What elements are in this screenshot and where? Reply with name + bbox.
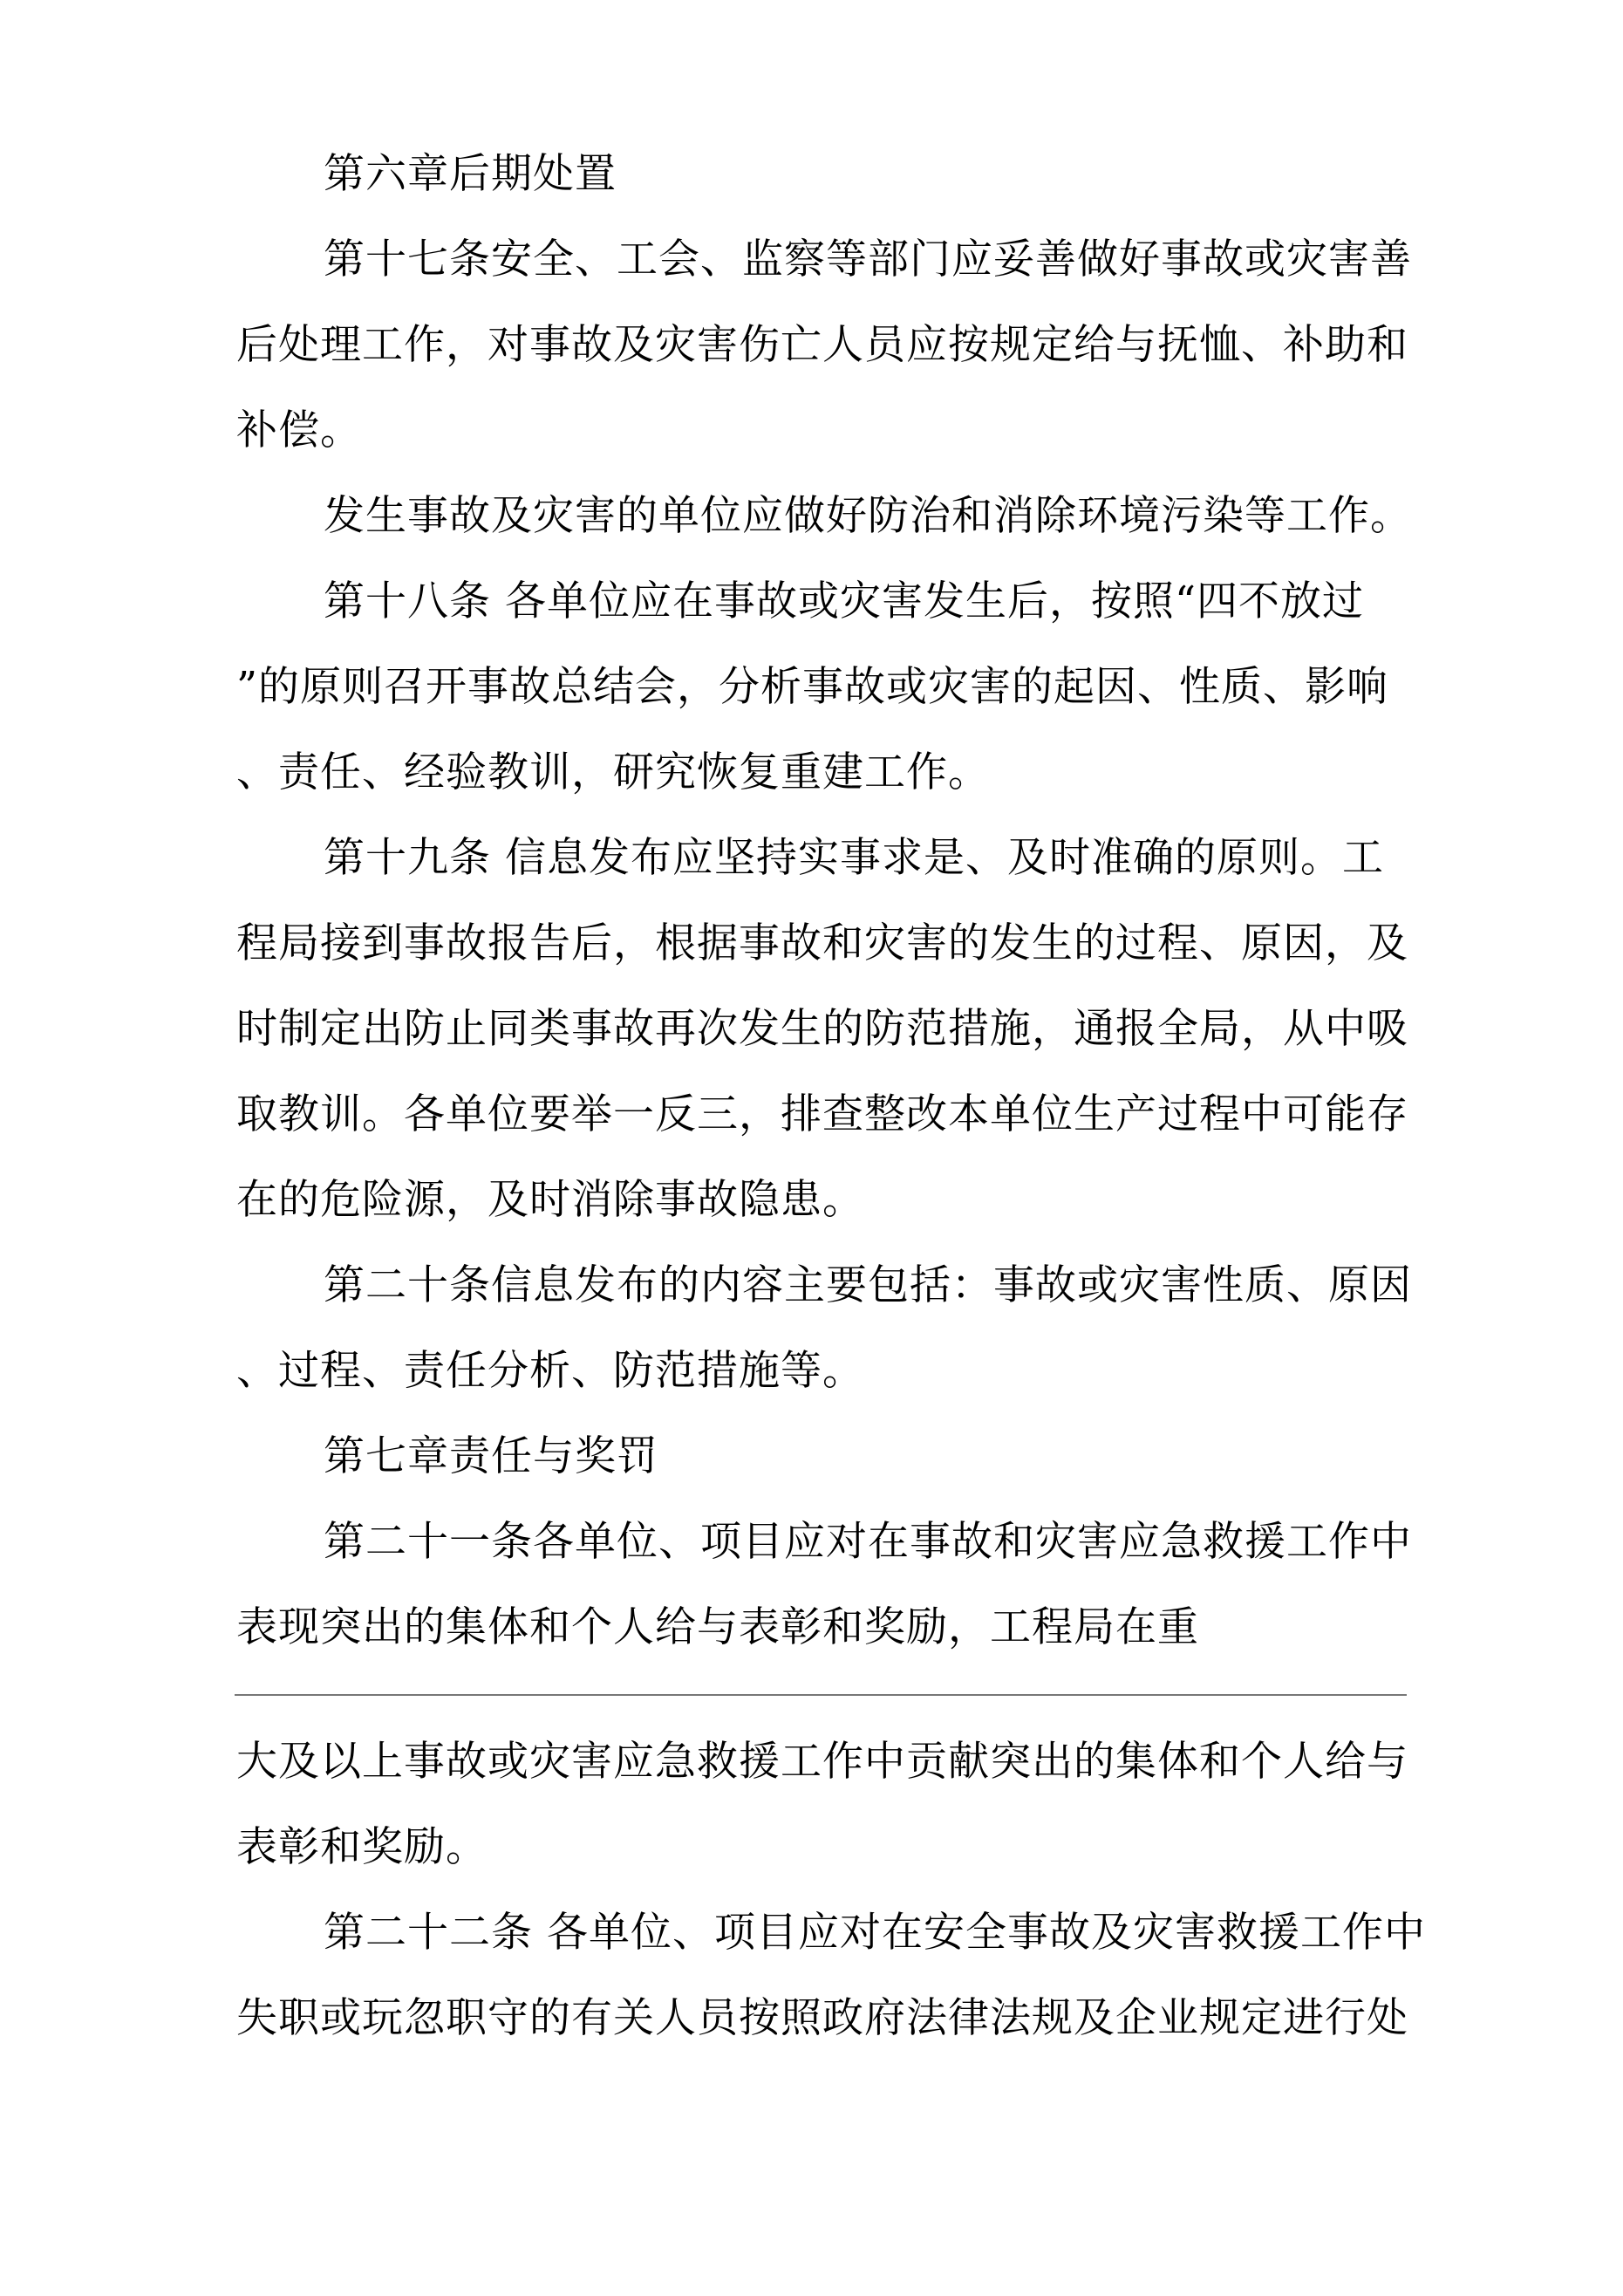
paragraph-line: 第二十一条各单位、项目应对在事故和灾害应急救援工作中: [324, 1518, 1412, 1566]
paragraph-line: 第十七条安全、工会、监察等部门应妥善做好事故或灾害善: [324, 236, 1412, 284]
paragraph-line: 第二十条信息发布的内容主要包括：事故或灾害性质、原因: [324, 1261, 1412, 1309]
paragraph-line: 失职或玩忽职守的有关人员按照政府法律法规及企业规定进行处: [236, 1994, 1408, 2042]
paragraph-line: ”的原则召开事故总结会，分析事故或灾害的起因、性质、影响: [236, 663, 1389, 711]
paragraph-line: 后处理工作，对事故及灾害伤亡人员应按规定给与抚恤、补助和: [236, 321, 1408, 369]
paragraph-line: 发生事故及灾害的单位应做好防治和消除环境污染等工作。: [324, 492, 1412, 540]
chapter-heading: 第六章后期处置: [324, 150, 617, 198]
paragraph-line: 时制定出防止同类事故再次发生的防范措施，通报全局，从中吸: [236, 1005, 1408, 1053]
paragraph-line: 表现突出的集体和个人给与表彰和奖励，工程局在重: [236, 1603, 1199, 1651]
paragraph-line: 程局接到事故报告后，根据事故和灾害的发生的过程、原因，及: [236, 919, 1408, 967]
paragraph-line: 表彰和奖励。: [236, 1823, 488, 1871]
paragraph-line: 第十八条 各单位应在事故或灾害发生后，按照“四不放过: [324, 577, 1364, 625]
paragraph-line: 在的危险源，及时消除事故隐患。: [236, 1176, 864, 1224]
paragraph-line: 、责任、经验教训，研究恢复重建工作。: [236, 748, 990, 796]
paragraph-line: 第二十二条 各单位、项目应对在安全事故及灾害救援工作中: [324, 1909, 1426, 1957]
paragraph-line: 补偿。: [236, 407, 362, 454]
page-separator-line: [235, 1694, 1407, 1696]
paragraph-line: 、过程、责任分析、防范措施等。: [236, 1347, 864, 1395]
paragraph-line: 第十九条 信息发布应坚持实事求是、及时准确的原则。工: [324, 834, 1384, 882]
chapter-heading: 第七章责任与奖罚: [324, 1432, 658, 1480]
paragraph-line: 大及以上事故或灾害应急救援工作中贡献突出的集体和个人给与: [236, 1738, 1408, 1786]
paragraph-line: 取教训。各单位要举一反三，排查整改本单位生产过程中可能存: [236, 1090, 1408, 1138]
